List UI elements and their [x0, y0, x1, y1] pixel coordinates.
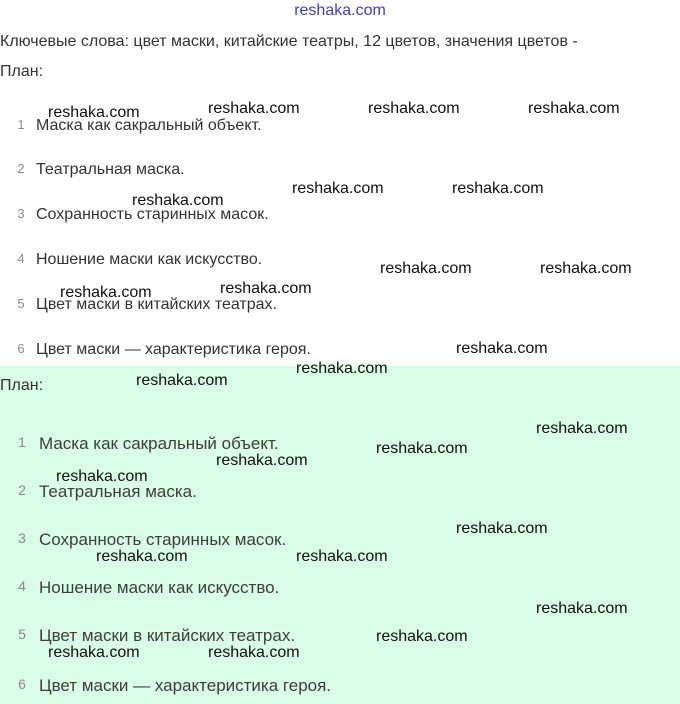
site-header[interactable]: reshaka.com: [294, 2, 386, 19]
item-text: Цвет маски — характеристика героя.: [36, 341, 311, 358]
watermark: reshaka.com: [368, 100, 460, 117]
watermark: reshaka.com: [376, 440, 468, 457]
watermark: reshaka.com: [96, 548, 188, 565]
watermark: reshaka.com: [136, 372, 228, 389]
item-text: Театральная маска.: [39, 482, 197, 501]
item-number: 3: [18, 530, 26, 546]
item-number: 1: [18, 434, 26, 450]
watermark: reshaka.com: [296, 548, 388, 565]
item-number: 1: [17, 117, 25, 132]
watermark: reshaka.com: [380, 260, 472, 277]
item-number: 6: [17, 341, 25, 356]
item-text: Сохранность старинных масок.: [36, 206, 269, 223]
plan-title: План:: [0, 377, 44, 394]
watermark: reshaka.com: [132, 192, 224, 209]
watermark: reshaka.com: [536, 420, 628, 437]
watermark: reshaka.com: [376, 628, 468, 645]
watermark: reshaka.com: [208, 644, 300, 661]
item-number: 5: [17, 296, 25, 311]
item-text: Маска как сакральный объект.: [36, 117, 262, 134]
item-text: Ношение маски как искусство.: [36, 251, 263, 268]
item-text: Театральная маска.: [36, 161, 185, 178]
watermark: reshaka.com: [208, 100, 300, 117]
plan-title: План:: [0, 63, 44, 80]
watermark: reshaka.com: [528, 100, 620, 117]
watermark: reshaka.com: [540, 260, 632, 277]
watermark: reshaka.com: [296, 360, 388, 377]
watermark: reshaka.com: [56, 468, 148, 485]
item-text: Маска как сакральный объект.: [39, 434, 279, 453]
keywords-line: Ключевые слова: цвет маски, китайские театры, 12 цветов, значения цветов -: [0, 33, 578, 50]
watermark: reshaka.com: [48, 104, 140, 121]
item-number: 2: [17, 161, 25, 176]
watermark: reshaka.com: [536, 600, 628, 617]
watermark: reshaka.com: [456, 340, 548, 357]
item-text: Цвет маски в китайских театрах.: [39, 626, 296, 645]
watermark: reshaka.com: [220, 280, 312, 297]
item-text: Цвет маски — характеристика героя.: [39, 676, 332, 695]
item-number: 3: [17, 206, 25, 221]
watermark: reshaka.com: [456, 520, 548, 537]
item-text: Цвет маски в китайских театрах.: [36, 296, 277, 313]
watermark: reshaka.com: [452, 180, 544, 197]
item-number: 4: [17, 251, 25, 266]
watermark: reshaka.com: [216, 452, 308, 469]
watermark: reshaka.com: [292, 180, 384, 197]
item-number: 4: [18, 578, 26, 594]
item-number: 5: [18, 626, 26, 642]
item-text: Ношение маски как искусство.: [39, 578, 280, 597]
item-number: 6: [18, 676, 26, 692]
item-number: 2: [18, 482, 26, 498]
watermark: reshaka.com: [48, 644, 140, 661]
item-text: Сохранность старинных масок.: [39, 530, 287, 549]
watermark: reshaka.com: [60, 284, 152, 301]
